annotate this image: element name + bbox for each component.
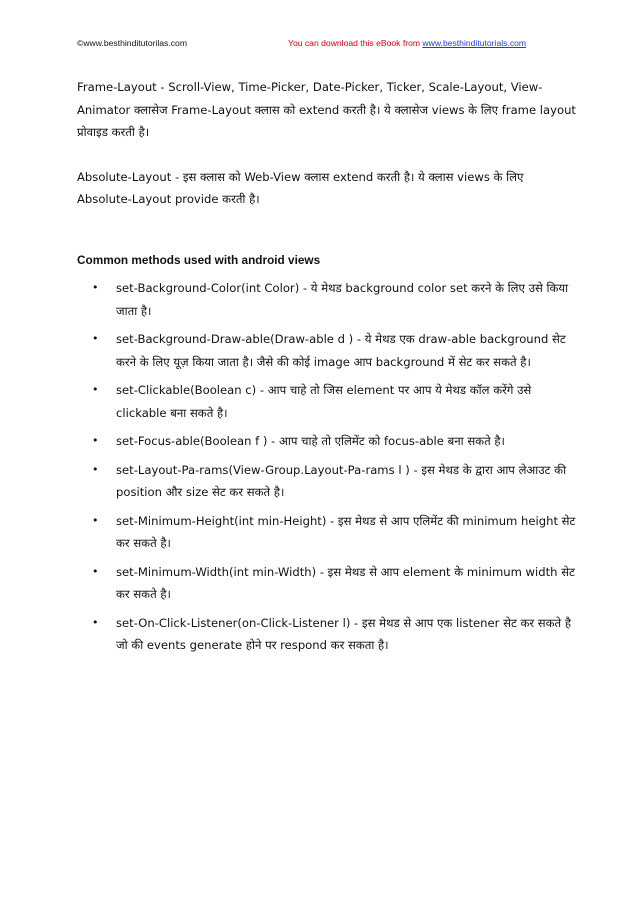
- bullet-icon: •: [92, 513, 99, 527]
- bullet-icon: •: [92, 383, 99, 396]
- list-item: [77, 612, 577, 657]
- list-item: [77, 561, 577, 606]
- method-text: set-On-Click-Listener(on-Click-Listener l) - इस मेथड से आप एक listener सेट कर सकते है जो की events generate होने पर respond कर सकता है।: [116, 615, 571, 652]
- method-text: set-Layout-Pa-rams(View-Group.Layout-Pa-rams l ) - इस मेथड के द्वारा आप लेआउट की position और size सेट कर सकते है।: [116, 462, 567, 499]
- method-text: set-Focus-able(Boolean f ) - आप चाहे तो एलिमेंट को focus-able बना सकते है।: [116, 434, 505, 448]
- list-item: [77, 328, 577, 373]
- bullet-icon: •: [92, 564, 99, 578]
- list-item: [77, 379, 577, 424]
- list-item: [77, 510, 577, 555]
- bullet-icon: •: [92, 615, 99, 629]
- download-prefix: You can download this eBook from: [288, 38, 423, 48]
- list-item: [77, 459, 577, 504]
- list-item: [77, 430, 577, 453]
- bullet-icon: •: [92, 462, 99, 476]
- download-link[interactable]: www.besthinditutorials.com: [422, 38, 527, 48]
- absolute-layout-paragraph: Absolute-Layout - इस क्लास को Web-View क्लास extend करती है। ये क्लास views के लिए Absolute-Layout provide करती है।: [77, 169, 524, 206]
- bullet-icon: •: [92, 281, 99, 294]
- method-text: set-Background-Color(int Color) - ये मेथड background color set करने के लिए उसे किया जाता है।: [116, 281, 569, 318]
- bullet-icon: •: [92, 434, 99, 447]
- section-heading: Common methods used with android views: [77, 252, 321, 267]
- copyright-text: ©www.besthinditutorilas.com: [77, 38, 187, 48]
- method-text: set-Minimum-Height(int min-Height) - इस मेथड से आप एलिमेंट की minimum height सेट कर सकते है।: [116, 513, 576, 550]
- download-notice: [288, 38, 526, 49]
- method-text: set-Clickable(Boolean c) - आप चाहे तो जिस element पर आप ये मेथड कॉल करेंगे उसे clickable बना सकते है।: [116, 383, 532, 420]
- method-text: set-Background-Draw-able(Draw-able d ) - ये मेथड एक draw-able background सेट करने के लिए यूज़ किया जाता है। जैसे की कोई image आप background में सेट कर सकते है।: [116, 332, 566, 369]
- methods-list: [77, 277, 577, 657]
- frame-layout-paragraph: Frame-Layout - Scroll-View, Time-Picker, Date-Picker, Ticker, Scale-Layout, View-Animator क्लासेज Frame-Layout क्लास को extend करती है। ये क्लासेज views के लिए frame layout प्रोवाइड करती है।: [77, 80, 576, 139]
- page-content: [77, 76, 577, 663]
- list-item: [77, 277, 577, 322]
- bullet-icon: •: [92, 332, 99, 345]
- method-text: set-Minimum-Width(int min-Width) - इस मेथड से आप element के minimum width सेट कर सकते है।: [116, 564, 575, 601]
